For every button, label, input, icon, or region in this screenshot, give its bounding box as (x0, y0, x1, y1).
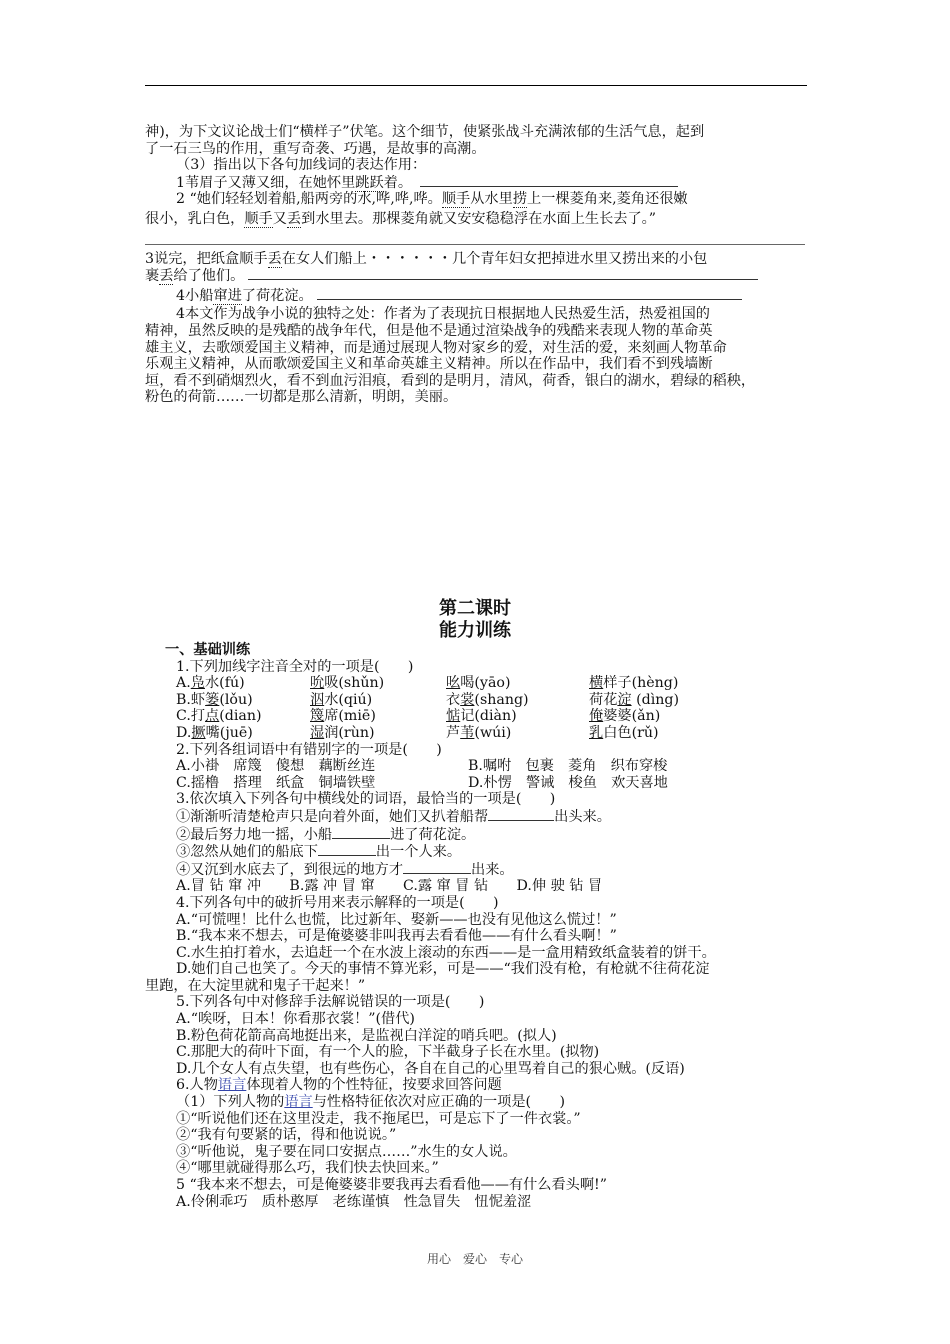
q1-option-cell (446, 692, 589, 709)
q1-options (145, 675, 807, 741)
option-text: 水(fú) (204, 675, 245, 692)
q1-option-cell (176, 725, 310, 742)
sentence-2-cont: 很小，乳白色，顺手又丢到水里去。那棵菱角就又安安稳稳浮在水面上生长去了。” (145, 210, 656, 227)
option-text: 荷花 (589, 691, 618, 708)
marked-word: 捞 (512, 191, 528, 208)
para-line: 4本文作为战争小说的独特之处：作者为了表现抗日根据地人民热爱生活，热爱祖国的 (176, 306, 710, 323)
option-text: A. (176, 675, 191, 692)
sentence-2: 2 “她们轻轻划着船,船两旁的水,哗,哗,哗。顺手从水里捞上一棵菱角来,菱角还很嫩 (176, 191, 688, 208)
option-d: D.朴愣 警诫 梭鱼 欢天喜地 (468, 774, 668, 791)
option-text: 婆婆(ǎn) (603, 708, 661, 725)
marked-char: 吮 (310, 675, 325, 692)
answer-blank (420, 174, 678, 187)
marked-word: 丢 (286, 210, 302, 227)
marked-char: 苇 (460, 724, 475, 741)
option-b: B.嘱咐 包裹 菱角 织布穿梭 (468, 758, 668, 775)
language-link[interactable]: 语言 (284, 1094, 313, 1111)
q1-option-cell (310, 725, 446, 742)
marked-word: 丢 (159, 268, 174, 285)
option-b: B.“我本来不想去，可是俺婆婆非叫我再去看看他——有什么看头啊！” (176, 928, 617, 945)
option-d: D.她们自己也笑了。今天的事情不算光彩，可是——“我们没有枪，有枪就不往荷花淀 (176, 961, 710, 978)
option-text: 芦 (446, 724, 461, 741)
option-text: 样子(hèng) (603, 675, 679, 692)
option-text: D. (176, 724, 192, 741)
option-text: (shang) (474, 691, 529, 708)
lesson-title: 第二课时 (439, 598, 511, 619)
option-text: 记(diàn) (460, 708, 517, 725)
q1-option-cell (310, 692, 446, 709)
option-a: A.小褂 席篾 傻想 藕断丝连 (176, 758, 376, 775)
fill-blank (318, 843, 376, 856)
sentence-1: 1苇眉子又薄又细，在她怀里跳跃着。 (145, 174, 807, 192)
answer-line (145, 230, 805, 245)
para-line: 垣，看不到硝烟烈火，看不到血污泪痕，看到的是明月，清风，荷香，银白的湖水，碧绿的稻秧， (145, 372, 756, 389)
q1-option-cell (589, 708, 749, 725)
marked-word: 顺手 (441, 191, 471, 208)
option-text: (wúi) (474, 724, 512, 741)
exercise-section (145, 642, 807, 1210)
para-line: 神)，为下文议论战士们“横样子”伏笔。这个细节，使紧张战斗充满浓郁的生活气息，起到 (145, 124, 705, 140)
marked-char: 凫 (190, 675, 205, 692)
q6-item: ③“听他说，鬼子要在同口安据点……”水生的女人说。 (176, 1143, 517, 1160)
option-a: A.伶俐乖巧 质朴憨厚 老练谨慎 性急冒失 忸怩羞涩 (176, 1193, 532, 1210)
option-text: 喝(yāo) (460, 675, 511, 692)
q2-stem: 2.下列各组词语中有错别字的一项是( ) (176, 741, 442, 758)
q3-sentence: ④又沉到水底去了，到很远的地方才 出来。 (176, 861, 514, 878)
q1-option-cell (589, 675, 749, 692)
para-line: 精神，虽然反映的是残酷的战争年代，但是他不是通过渲染战争的残酷来表现人物的革命英 (145, 322, 713, 339)
q1-option-row (145, 692, 807, 709)
answer-blank (317, 287, 742, 300)
option-text: (dian) (219, 708, 262, 725)
q6-item: ①“听说他们还在这里没走，我不拖尾巴，可是忘下了一件衣裳。” (176, 1110, 581, 1127)
q3-stem: 3.依次填入下列各句中横线处的词语，最恰当的一项是( ) (176, 791, 556, 808)
q1-option-row (145, 725, 807, 742)
para-line: 雄主义，去歌颂爱国主义精神，而是通过展现人物对家乡的爱，对生活的爱，来刻画人物革命 (145, 339, 727, 356)
q1-stem: 1.下列加线字注音全对的一项是( ) (176, 658, 414, 675)
q1-option-cell (446, 725, 589, 742)
marked-char: 吆 (446, 675, 461, 692)
header-rule (145, 85, 807, 86)
para-line: 了一石三鸟的作用，重写奇袭、巧遇，是故事的高潮。 (145, 140, 486, 157)
fill-blank (488, 808, 554, 821)
q1-option-cell (176, 692, 310, 709)
q4-stem: 4.下列各句中的破折号用来表示解释的一项是( ) (176, 894, 499, 911)
sentence-3-cont: 裹丢给了他们。 (145, 267, 807, 285)
option-text: 衣 (446, 691, 461, 708)
option-text: B.虾 (176, 691, 206, 708)
option-a: A.“可慌哩！比什么也慌，比过新年、娶新——也没有见他这么慌过！” (176, 911, 617, 928)
page-footer: 用心 爱心 专心 (426, 1252, 523, 1266)
para-line: 粉色的荷箭……一切都是那么清新，明朗，美丽。 (145, 389, 458, 406)
q1-option-cell (176, 708, 310, 725)
marked-word: 窜进 (213, 287, 242, 304)
q5-stem: 5.下列各句中对修辞手法解说错误的一项是( ) (176, 994, 485, 1011)
q6-item: ②“我有句要紧的话，得和他说说。” (176, 1127, 397, 1144)
section-heading: 一、基础训练 (165, 642, 251, 658)
marked-word: 顺手 (244, 210, 273, 227)
q1-option-cell (176, 675, 310, 692)
fill-blank (403, 861, 471, 874)
top-section (145, 124, 807, 406)
q1-option-cell (446, 708, 589, 725)
marked-char: 点 (205, 708, 220, 725)
q1-option-cell (310, 708, 446, 725)
option-text: 水(qiú) (324, 691, 373, 708)
question-heading: （3）指出以下各句加线词的表达作用： (176, 157, 427, 174)
answer-blank (248, 267, 758, 280)
marked-char: 淀 (617, 691, 632, 708)
marked-char: 泅 (310, 691, 325, 708)
option-text: 席(miē) (324, 708, 376, 725)
q6-stem: 6.人物语言体现着人物的个性特征，按要求回答问题 (176, 1077, 502, 1094)
q1-option-row (145, 708, 807, 725)
option-d: D.几个女人有点失望，也有些伤心，各自在自己的心里骂着自己的狠心贼。(反语) (176, 1060, 685, 1077)
q1-option-cell (446, 675, 589, 692)
q6-sub-stem: （1）下列人物的语言与性格特征依次对应正确的一项是( ) (176, 1094, 565, 1111)
para-line: 乐观主义精神，从而歌颂爱国主义和革命英雄主义精神。所以在作品中，我们看不到残墙断 (145, 356, 713, 373)
marked-char: 裳 (460, 691, 475, 708)
q1-option-cell (310, 675, 446, 692)
lesson-subtitle: 能力训练 (439, 620, 511, 641)
q2-row (145, 758, 807, 775)
q3-sentence: ②最后努力地一摇，小船 进了荷花淀。 (176, 826, 476, 843)
marked-char: 乳 (589, 724, 604, 741)
q1-option-cell (589, 725, 749, 742)
marked-char: 篓 (205, 691, 220, 708)
q3-sentence: ③忽然从她们的船底下 出一个人来。 (176, 844, 462, 861)
option-c: C.水生拍打着水，去追赶一个在水波上滚动的东西——是一盒用精致纸盒装着的饼干。 (176, 944, 716, 961)
language-link[interactable]: 语言 (217, 1077, 247, 1094)
option-d-cont: 里跑，在大淀里就和鬼子干起来！” (145, 977, 366, 994)
q3-sentence: ①渐渐听清楚枪声只是向着外面，她们又扒着船帮 出头来。 (176, 808, 611, 825)
option-text: 白色(rǔ) (603, 724, 659, 741)
q6-item: ④“哪里就碰得那么巧，我们快去快回来。” (176, 1160, 439, 1177)
marked-word: 丢 (267, 250, 282, 267)
option-text: 润(rùn) (324, 724, 375, 741)
marked-char: 湿 (310, 724, 325, 741)
option-c: C.那肥大的荷叶下面，有一个人的脸，下半截身子长在水里。(拟物) (176, 1044, 600, 1061)
q3-options: A.冒 钻 窜 冲 B.露 冲 冒 窜 C.露 窜 冒 钻 D.伸 驶 钻 冒 (176, 878, 603, 895)
q2-row (145, 775, 807, 792)
sentence-4: 4小船窜进了荷花淀。 (145, 287, 807, 305)
marked-char: 撅 (191, 724, 206, 741)
marked-char: 惦 (446, 708, 461, 725)
option-b: B.粉色荷花箭高高地挺出来，是监视白洋淀的哨兵吧。(拟人) (176, 1027, 557, 1044)
q1-option-row (145, 675, 807, 692)
q1-option-cell (589, 692, 749, 709)
option-text: 嘴(juē) (205, 724, 253, 741)
marked-word: 跳跃 (355, 174, 384, 191)
option-text: (dìng) (631, 691, 680, 708)
marked-char: 俺 (589, 708, 604, 725)
marked-char: 篾 (310, 708, 325, 725)
option-a: A.“唉呀，日本！你看那衣裳！”(借代) (176, 1011, 415, 1028)
marked-char: 横 (589, 675, 604, 692)
option-text: 吸(shǔn) (324, 675, 385, 692)
option-c: C.摇橹 搭理 纸盒 铜墙铁壁 (176, 774, 376, 791)
sentence-3: 3说完，把纸盒顺手丢在女人们船上・・・・・・几个青年妇女把掉进水里又捞出来的小包 (145, 250, 708, 267)
option-text: (lǒu) (219, 691, 253, 708)
option-text: C.打 (176, 708, 206, 725)
fill-blank (332, 826, 390, 839)
q6-item: 5 “我本来不想去，可是俺婆婆非要我再去看看他——有什么看头啊!” (176, 1177, 607, 1193)
